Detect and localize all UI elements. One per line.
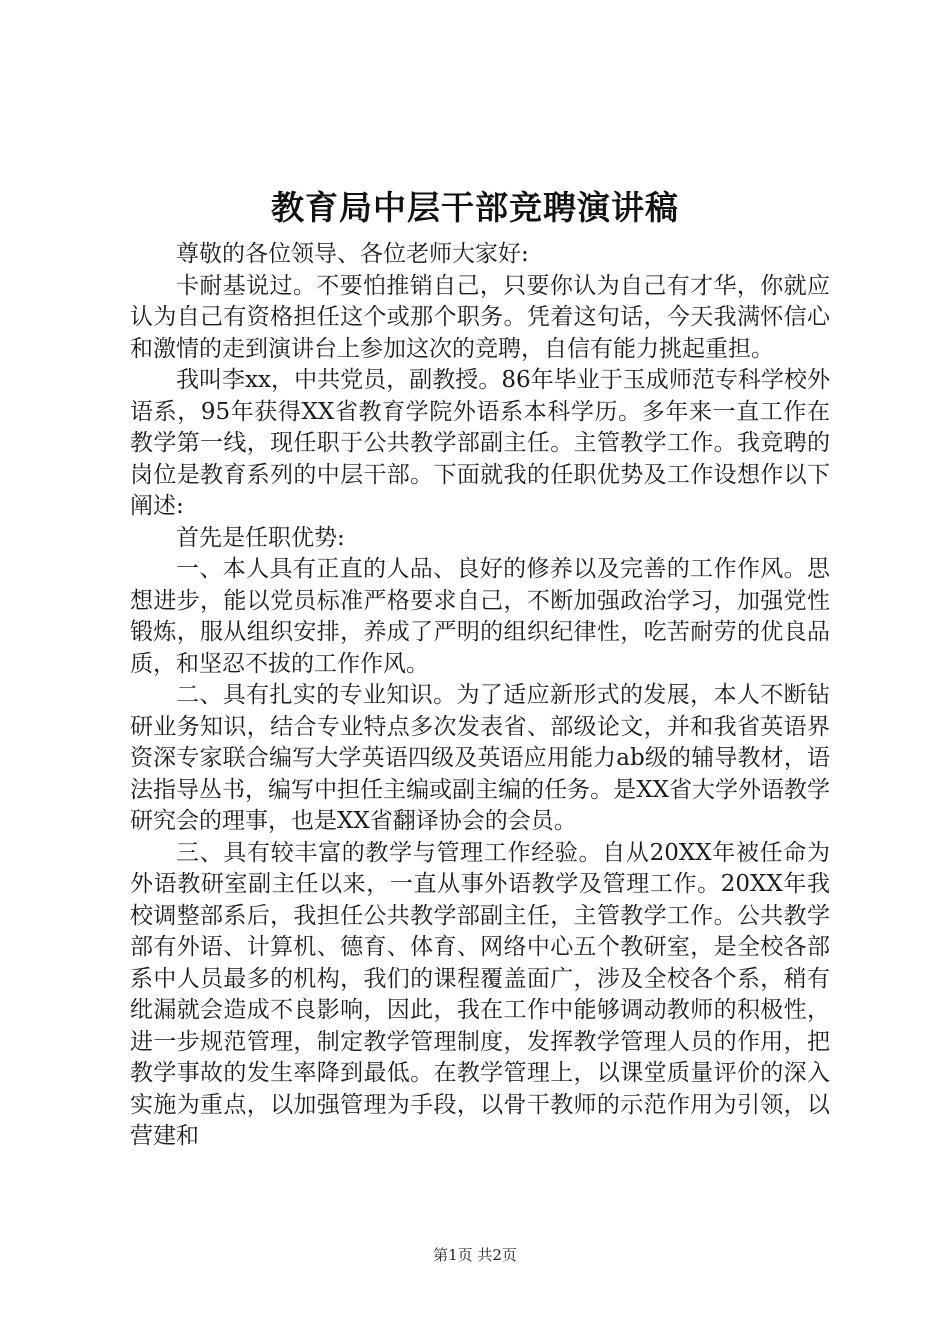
paragraph-advantage-one: 一、本人具有正直的人品、良好的修养以及完善的工作作风。思想进步，能以党员标准严格要求自己，不断加强政治学习，加强党性锻炼，服从组织安排，养成了严明的组织纪律性，吃苦耐劳的优良品质，和坚忍不拔的工作作风。 bbox=[130, 556, 830, 677]
page-footer: 第1页 共2页 bbox=[433, 1246, 517, 1264]
document-body bbox=[130, 239, 830, 1153]
document-title: 教育局中层干部竞聘演讲稿 bbox=[271, 188, 679, 227]
paragraph-advantage-two: 二、具有扎实的专业知识。为了适应新形式的发展，本人不断钻研业务知识，结合专业特点多次发表省、部级论文，并和我省英语界资深专家联合编写大学英语四级及英语应用能力ab级的辅导教材，语法指导丛书，编写中担任主编或副主编的任务。是XX省大学外语教学研究会的理事，也是XX省翻译协会的会员。 bbox=[130, 682, 830, 834]
paragraph-greeting: 尊敬的各位领导、各位老师大家好: bbox=[176, 241, 529, 267]
paragraph-advantages-heading: 首先是任职优势: bbox=[176, 524, 345, 551]
paragraph-self-introduction: 我叫李xx，中共党员，副教授。86年毕业于玉成师范专科学校外语系，95年获得XX省教育学院外语系本科学历。多年来一直工作在教学第一线，现任职于公共教学部副主任。主管教学工作。我竞聘的岗位是教育系列的中层干部。下面就我的任职优势及工作设想作以下阐述: bbox=[130, 367, 830, 519]
paragraph-intro-quote: 卡耐基说过。不要怕推销自己，只要你认为自己有才华，你就应认为自己有资格担任这个或那个职务。凭着这句话，今天我满怀信心和激情的走到演讲台上参加这次的竞聘，自信有能力挑起重担。 bbox=[130, 272, 830, 362]
paragraph-advantage-three: 三、具有较丰富的教学与管理工作经验。自从20XX年被任命为外语教研室副主任以来，一直从事外语教学及管理工作。20XX年我校调整部系后，我担任公共教学部副主任，主管教学工作。公共教学部有外语、计算机、德育、体育、网络中心五个教研室，是全校各部系中人员最多的机构，我们的课程覆盖面广，涉及全校各个系，稍有纰漏就会造成不良影响，因此，我在工作中能够调动教师的积极性，进一步规范管理，制定教学管理制度，发挥教学管理人员的作用，把教学事故的发生率降到最低。在教学管理上，以课堂质量评价的深入实施为重点，以加强管理为手段，以骨干教师的示范作用为引领，以营建和 bbox=[130, 839, 830, 1149]
